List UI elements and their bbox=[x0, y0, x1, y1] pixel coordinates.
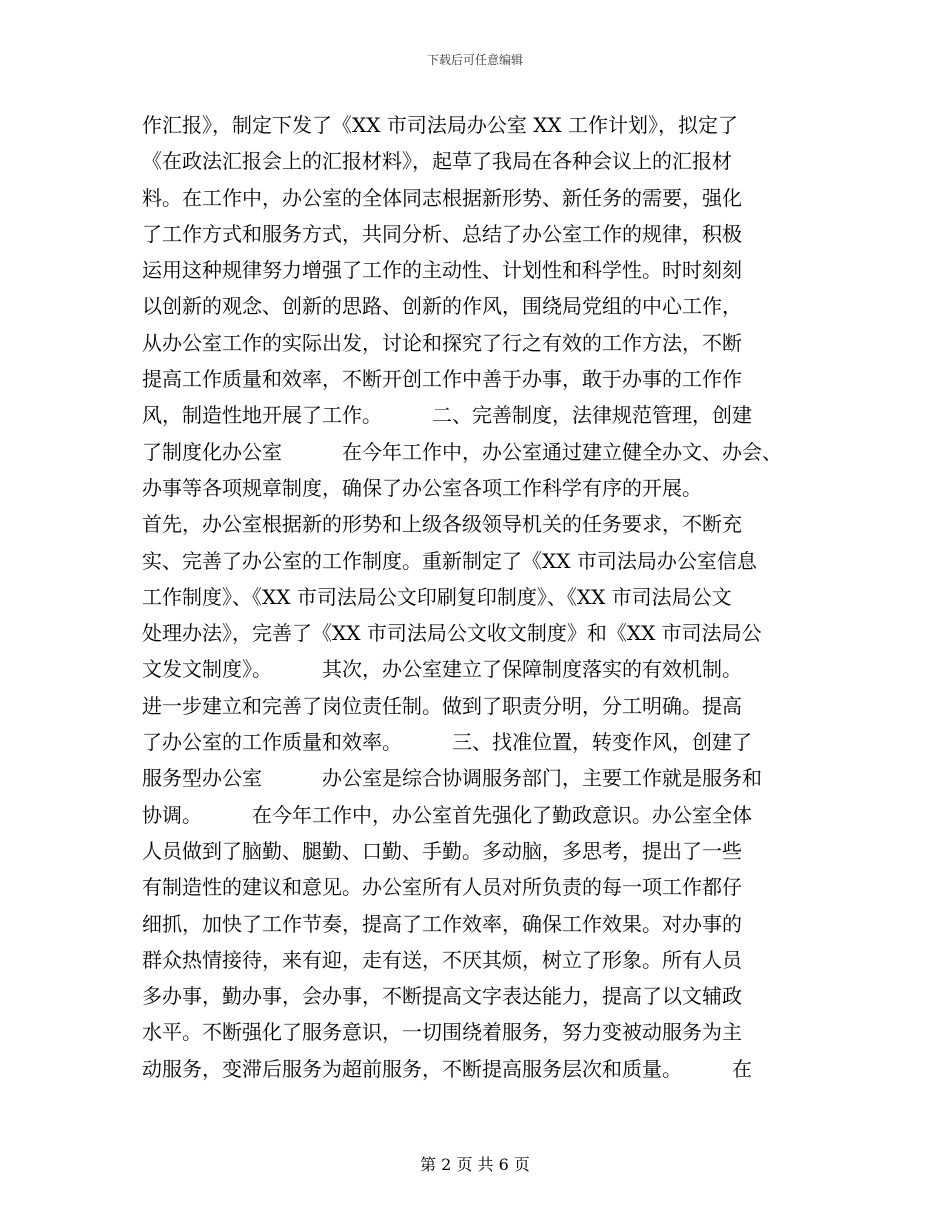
text-line: 料。在工作中，办公室的全体同志根据新形势、新任务的需要，强化 bbox=[142, 185, 742, 210]
text-line: 水平。不断强化了服务意识，一切围绕着服务，努力变被动服务为主 bbox=[142, 1020, 742, 1045]
text-line: 进一步建立和完善了岗位责任制。做到了职责分明，分工明确。提高 bbox=[142, 693, 742, 718]
document-body bbox=[142, 107, 807, 1087]
text-line: 了办公室的工作质量和效率。 三、找准位置，转变作风，创建了 bbox=[142, 730, 752, 755]
text-line: 文发文制度》。 其次，办公室建立了保障制度落实的有效机制。 bbox=[142, 657, 742, 682]
text-line: 人员做到了脑勤、腿勤、口勤、手勤。多动脑，多思考，提出了一些 bbox=[142, 838, 742, 863]
text-line: 多办事，勤办事，会办事，不断提高文字表达能力，提高了以文辅政 bbox=[142, 984, 742, 1009]
text-line: 作汇报》，制定下发了《XX 市司法局办公室 XX 工作计划》，拟定了 bbox=[142, 113, 739, 137]
text-line: 服务型办公室 办公室是综合协调服务部门，主要工作就是服务和 bbox=[142, 766, 762, 791]
text-line: 从办公室工作的实际出发，讨论和探究了行之有效的工作方法，不断 bbox=[142, 330, 742, 355]
text-line: 动服务，变滞后服务为超前服务，不断提高服务层次和质量。 在 bbox=[142, 1056, 752, 1081]
text-line: 提高工作质量和效率，不断开创工作中善于办事，敢于办事的工作作 bbox=[142, 367, 742, 392]
text-line: 了制度化办公室 在今年工作中，办公室通过建立健全办文、办会、 bbox=[142, 439, 782, 464]
text-line: 实、完善了办公室的工作制度。重新制定了《XX 市司法局办公室信息 bbox=[142, 548, 757, 573]
text-line: 了工作方式和服务方式，共同分析、总结了办公室工作的规律，积极 bbox=[142, 221, 742, 246]
text-line: 群众热情接待，来有迎，走有送，不厌其烦，树立了形象。所有人员 bbox=[142, 947, 742, 972]
text-line: 办事等各项规章制度，确保了办公室各项工作科学有序的开展。 bbox=[142, 475, 702, 500]
page-number: 第 2 页 共 6 页 bbox=[420, 1155, 530, 1174]
text-line: 工作制度》、《XX 市司法局公文印刷复印制度》、《XX 市司法局公文 bbox=[142, 584, 732, 609]
text-line: 协调。 在今年工作中，办公室首先强化了勤政意识。办公室全体 bbox=[142, 802, 752, 827]
text-line: 以创新的观念、创新的思路、创新的作风，围绕局党组的中心工作， bbox=[142, 294, 742, 319]
text-line: 细抓，加快了工作节奏，提高了工作效率，确保工作效果。对办事的 bbox=[142, 911, 742, 936]
text-line: 《在政法汇报会上的汇报材料》，起草了我局在各种会议上的汇报材 bbox=[142, 149, 732, 174]
text-line: 运用这种规律努力增强了工作的主动性、计划性和科学性。时时刻刻 bbox=[142, 258, 742, 283]
page-header: 下载后可任意编辑 bbox=[426, 53, 523, 67]
text-line: 首先，办公室根据新的形势和上级各级领导机关的任务要求，不断充 bbox=[142, 512, 742, 537]
text-line: 处理办法》，完善了《XX 市司法局公文收文制度》和《XX 市司法局公 bbox=[142, 621, 762, 646]
text-line: 有制造性的建议和意见。办公室所有人员对所负责的每一项工作都仔 bbox=[142, 875, 742, 900]
text-line: 风，制造性地开展了工作。 二、完善制度，法律规范管理，创建 bbox=[142, 403, 752, 428]
